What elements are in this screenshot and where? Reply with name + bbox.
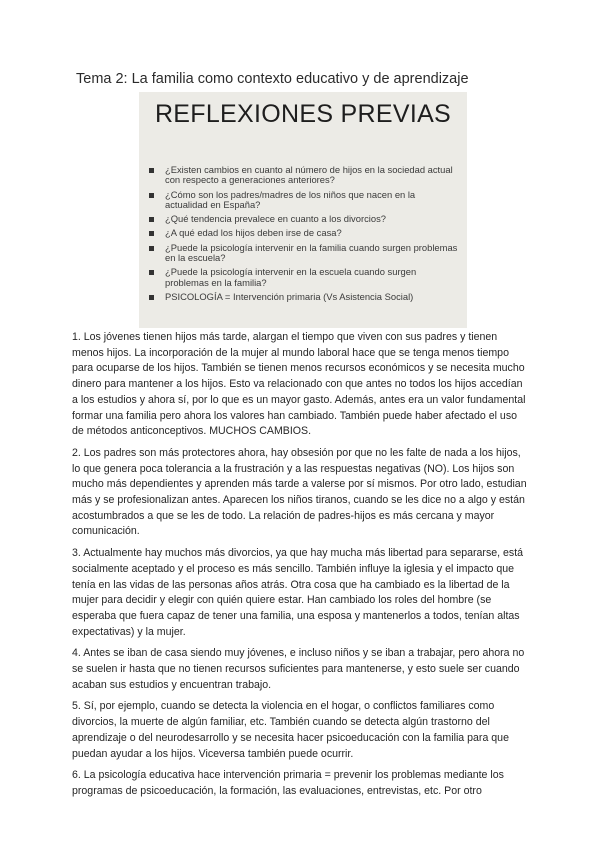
answer-paragraph-1: 1. Los jóvenes tienen hijos más tarde, alargan el tiempo que viven con sus padres y tienen menos hijos. La incorporación de la mujer al mundo laboral hace que se tenga menos tiempo para ocuparse de los hijos. También se tienen menos recursos económicos y se necesita mucho dinero para mantener a los hijos. Esto va relacionado con que antes no todos los hijos accedían a los estudios y ahora sí, por lo que es un mayor gasto. Además, antes era un valor fundamental formar una familia pero ahora los valores han cambiado. También puede haber afectado el uso de métodos anticonceptivos. MUCHOS CAMBIOS. [72, 331, 526, 438]
slide-question-item [149, 243, 459, 264]
slide-question-item [149, 214, 459, 224]
slide-question-text: PSICOLOGÍA = Intervención primaria (Vs Asistencia Social) [165, 290, 414, 302]
slide-question-list [149, 165, 459, 306]
slide-question-item [149, 190, 459, 211]
answer-paragraph-2: 2. Los padres son más protectores ahora, hay obsesión por que no les falte de nada a los hijos, lo que genera poca tolerancia a la frustración y a las respuestas negativas (NO). Los hijos son mucho más dependientes y aprenden más tarde a valerse por sí mismos. Por otro lado, estudian más y se profesionalizan antes. Aparecen los niños tiranos, cuando se les dice no a algo y están acostumbrados a que se les de todo. La relación de padres-hijos es más cercana y mayor comunicación. [72, 446, 527, 538]
slide-image [139, 92, 467, 328]
slide-question-item [149, 292, 459, 302]
answer-paragraph-6: 6. La psicología educativa hace intervención primaria = prevenir los problemas mediante los programas de psicoeducación, la formación, las evaluaciones, entrevistas, etc. Por otro [72, 769, 504, 797]
slide-question-item [149, 267, 459, 288]
slide-question-text: ¿Qué tendencia prevalece en cuanto a los divorcios? [165, 213, 386, 225]
answer-paragraph-5: 5. Sí, por ejemplo, cuando se detecta la violencia en el hogar, o conflictos familiares como divorcios, la muerte de algún familiar, etc. También cuando se detecta algún trastorno del aprendizaje o del neurodesarrollo y se necesita hacer psicoeducación con la familia para que puedan ayudar a los hijos. Viceversa también puede ocurrir. [72, 700, 509, 760]
answer-paragraph-3: 3. Actualmente hay muchos más divorcios, ya que hay mucha más libertad para separarse, está socialmente aceptado y el proceso es más sencillo. También influye la iglesia y el impacto que tenía en las vidas de las personas años atrás. Otra cosa que ha cambiado es la libertad de la mujer para decidir y elegir con quién quiere estar. Han cambiado los roles del hombre (se esperaba que fuera capaz de tener una familia, una esposa y mantenerlos a todos, tenían altas expectativas) y la mujer. [72, 547, 524, 638]
slide-question-text: ¿Puede la psicología intervenir en la familia cuando surgen problemas en la escuela? [165, 241, 458, 264]
square-bullet-icon [149, 246, 154, 251]
slide-question-text: ¿Existen cambios en cuanto al número de hijos en la sociedad actual con respecto a generaciones anteriores? [165, 164, 453, 186]
page-title: Tema 2: La familia como contexto educativo y de aprendizaje [76, 71, 469, 87]
slide-question-text: ¿Cómo son los padres/madres de los niños que nacen en la actualidad en España? [165, 188, 416, 210]
answer-paragraph-4: 4. Antes se iban de casa siendo muy jóvenes, e incluso niños y se iban a trabajar, pero ahora no se suelen ir hasta que no tienen recursos suficientes para mantenerse, y esto suele ser cuando acaban sus estudios y encuentran trabajo. [72, 647, 525, 691]
slide-question-item [149, 165, 459, 186]
slide-question-text: ¿A qué edad los hijos deben irse de casa? [165, 227, 342, 239]
square-bullet-icon [149, 270, 154, 275]
slide-question-item [149, 228, 459, 238]
square-bullet-icon [149, 193, 154, 198]
square-bullet-icon [149, 217, 154, 222]
slide-title: REFLEXIONES PREVIAS [154, 100, 452, 128]
square-bullet-icon [149, 168, 154, 173]
square-bullet-icon [149, 231, 154, 236]
answers-body [72, 330, 530, 806]
square-bullet-icon [149, 295, 154, 300]
slide-question-text: ¿Puede la psicología intervenir en la escuela cuando surgen problemas en la familia? [165, 266, 417, 288]
